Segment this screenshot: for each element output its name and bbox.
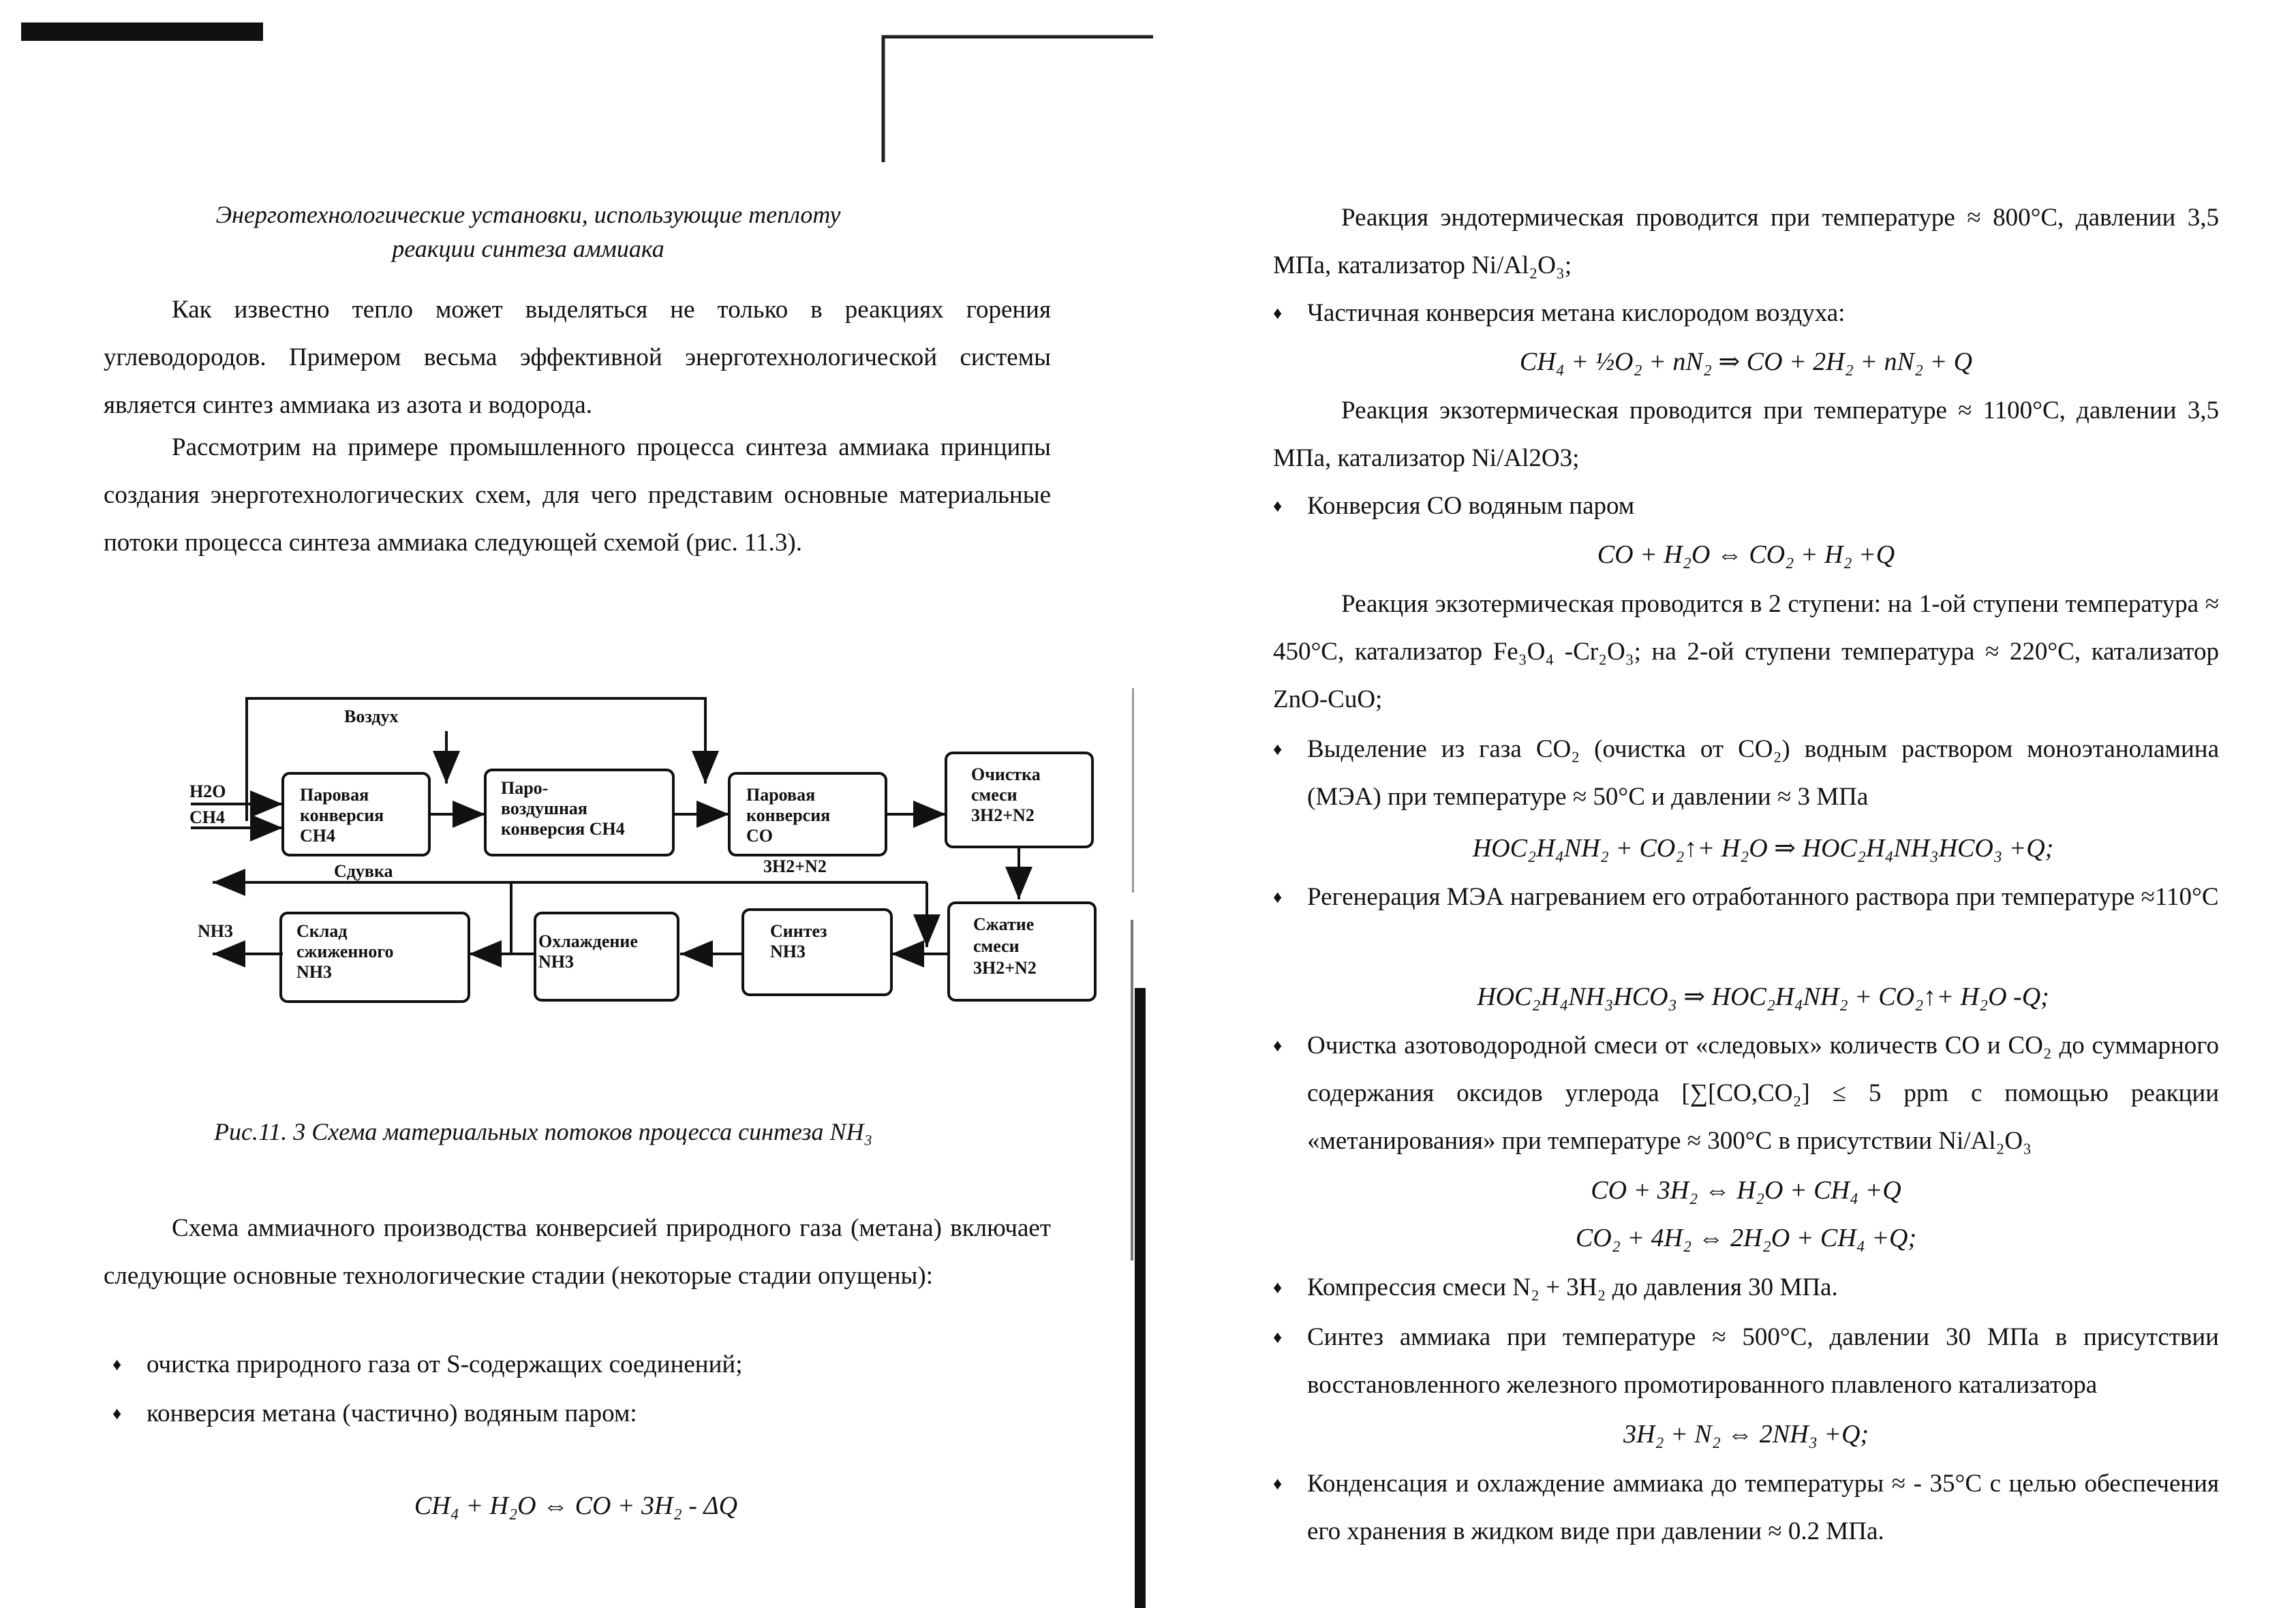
box3-line2: конверсия	[746, 805, 831, 825]
list-item	[1273, 1264, 2219, 1312]
list-item-text: Выделение из газа CO₂ (очистка от CO₂) водным раствором моноэтаноламина (МЭА) при температуре ≈ 50°C и давлении ≈ 3 МПа	[1307, 735, 2219, 811]
bullet-diamond-icon: ♦	[112, 1355, 122, 1374]
material-flow-diagram	[170, 685, 1111, 1025]
box6-line2: NH3	[538, 952, 574, 972]
list-item	[1273, 1022, 2219, 1165]
box8-line3: 3H2+N2	[973, 958, 1037, 978]
label-nh3-out: NH3	[198, 921, 233, 941]
label-ch4: CH4	[189, 807, 225, 827]
label-h2n2: 3H2+N2	[763, 856, 827, 876]
bullet-diamond-icon: ♦	[1273, 303, 1283, 323]
list-item-text: Синтез аммиака при температуре ≈ 500°C, давлении 30 МПа в присутствии восстановленного железного промотированного плавленого катализатора	[1307, 1323, 2219, 1399]
box8-line1: Сжатие	[973, 914, 1035, 934]
equation-partial-oxidation: CH₄ + ½O₂ + nN₂ ⇒ CO + 2H₂ + nN₂ + Q	[1519, 347, 1973, 376]
section-title-line1: Энерготехнологические установки, использующие теплоту	[215, 201, 841, 228]
equation-methanation-co: CO + 3H₂ ⇔ H₂O + CH₄ +Q	[1591, 1176, 1901, 1205]
section-title-line2: реакции синтеза аммиака	[392, 235, 664, 262]
book-spine-shadow	[1128, 634, 1147, 1608]
list-item-text: очистка природного газа от S-содержащих соединений;	[147, 1350, 743, 1378]
bullet-diamond-icon: ♦	[1273, 739, 1283, 759]
paragraph-intro: Как известно тепло может выделяться не только в реакциях горения углеводородов. Примером весьма эффективной энерготехнологической системы является синтез аммиака из азота и водорода.	[104, 296, 1051, 419]
list-item	[112, 1390, 1050, 1438]
list-item-text: Конденсация и охлаждение аммиака до температуры ≈ - 35°C с целью обеспечения его хранения в жидком виде при давлении ≈ 0.2 МПа.	[1307, 1470, 2219, 1545]
list-item	[1273, 290, 2219, 337]
box1-line3: CH4	[300, 826, 335, 846]
bullet-diamond-icon: ♦	[1273, 1474, 1283, 1494]
box5-line2: сжиженного	[296, 942, 394, 961]
label-h2o: H2O	[189, 782, 226, 801]
list-item-text: Очистка азотоводородной смеси от «следовых» количеств CO и CO₂ до суммарного содержания оксидов углерода [∑[CO,CO₂] ≤ 5 ppm с помощью реакции «метанирования» при температуре ≈ 300°C в присутствии Ni/Al₂O₃	[1307, 1032, 2219, 1155]
equation-mea-regeneration: HOC₂H₄NH₃HCO₃ ⇒ HOC₂H₄NH₂ + CO₂↑+ H₂O -Q;	[1477, 983, 2049, 1011]
label-air: Воздух	[344, 707, 399, 726]
box7-line2: NH3	[770, 942, 806, 961]
box4-line1: Очистка	[971, 764, 1041, 784]
box2-line3: конверсия CH4	[501, 819, 625, 839]
bullet-diamond-icon: ♦	[1273, 496, 1283, 516]
box4-line2: смеси	[971, 785, 1017, 805]
paragraph-exothermic-2: Реакция экзотермическая проводится в 2 ступени: на 1-ой ступени температура ≈ 450°C, катализатор Fe₃O₄ -Cr₂O₃; на 2-ой ступени температура ≈ 220°C, катализатор ZnO-CuO;	[1273, 590, 2219, 713]
paragraph-exothermic-1: Реакция экзотермическая проводится при температуре ≈ 1100°C, давлении 3,5 МПа, катализатор Ni/Al2O3;	[1273, 397, 2219, 472]
equation-methanation-co2: CO₂ + 4H₂ ⇔ 2H₂O + CH₄ +Q;	[1575, 1224, 1917, 1252]
bullet-diamond-icon: ♦	[1273, 1036, 1283, 1055]
list-item	[1273, 726, 2219, 821]
list-item	[1273, 482, 2219, 530]
paragraph-scheme: Схема аммиачного производства конверсией природного газа (метана) включает следующие основные технологические стадии (некоторые стадии опущены):	[104, 1214, 1051, 1290]
bullet-diamond-icon: ♦	[112, 1404, 122, 1423]
box3-line3: CO	[746, 826, 773, 846]
list-item	[1273, 1314, 2219, 1409]
box3-line1: Паровая	[746, 785, 816, 805]
equation-mea-absorption: HOC₂H₄NH₂ + CO₂↑+ H₂O ⇒ HOC₂H₄NH₃HCO₃ +Q;	[1472, 834, 2054, 863]
paragraph-endothermic: Реакция эндотермическая проводится при температуре ≈ 800°C, давлении 3,5 МПа, катализатор Ni/Al₂O₃;	[1273, 204, 2219, 279]
box5-line3: NH3	[296, 962, 332, 982]
list-item	[1273, 1460, 2219, 1556]
list-item-text: Компрессия смеси N₂ + 3H₂ до давления 30 МПа.	[1307, 1273, 1838, 1301]
list-item-text: Частичная конверсия метана кислородом воздуха:	[1307, 299, 1846, 327]
page-corner-frame	[881, 33, 1157, 162]
label-purge: Сдувка	[334, 861, 393, 881]
equation-methane-steam: CH₄ + H₂O ⇔ CO + 3H₂ - ΔQ	[414, 1491, 738, 1520]
box4-line3: 3H2+N2	[971, 805, 1035, 825]
bullet-diamond-icon: ♦	[1273, 887, 1283, 907]
list-item-text: конверсия метана (частично) водяным паром:	[147, 1400, 637, 1427]
box1-line1: Паровая	[300, 785, 369, 805]
box5-line1: Склад	[296, 921, 348, 941]
equation-ammonia-synthesis: 3H₂ + N₂ ⇔ 2NH₃ +Q;	[1623, 1420, 1869, 1449]
box2-line1: Паро-	[501, 778, 549, 798]
list-item-text: Регенерация МЭА нагреванием его отработанного раствора при температуре ≈110°C	[1307, 883, 2219, 911]
bullet-diamond-icon: ♦	[1273, 1327, 1283, 1347]
list-item-text: Конверсия CO водяным паром	[1307, 492, 1635, 520]
list-item	[1273, 873, 2219, 921]
equation-co-shift: CO + H₂O ⇔ CO₂ + H₂ +Q	[1597, 540, 1895, 569]
bullet-diamond-icon: ♦	[1273, 1278, 1283, 1297]
list-item	[112, 1341, 1050, 1389]
box7-line1: Синтез	[770, 921, 827, 941]
box2-line2: воздушная	[501, 799, 587, 818]
box6-line1: Охлаждение	[538, 931, 638, 951]
paragraph-consider: Рассмотрим на примере промышленного процесса синтеза аммиака принципы создания энерготехнологических схем, для чего представим основные материальные потоки процесса синтеза аммиака следующей схемой (рис. 11.3).	[104, 433, 1051, 557]
box8-line2: смеси	[973, 936, 1020, 956]
scan-black-bar	[21, 22, 263, 41]
figure-caption: Рис.11. 3 Схема материальных потоков процесса синтеза NH₃	[214, 1118, 873, 1145]
box1-line2: конверсия	[300, 805, 384, 825]
